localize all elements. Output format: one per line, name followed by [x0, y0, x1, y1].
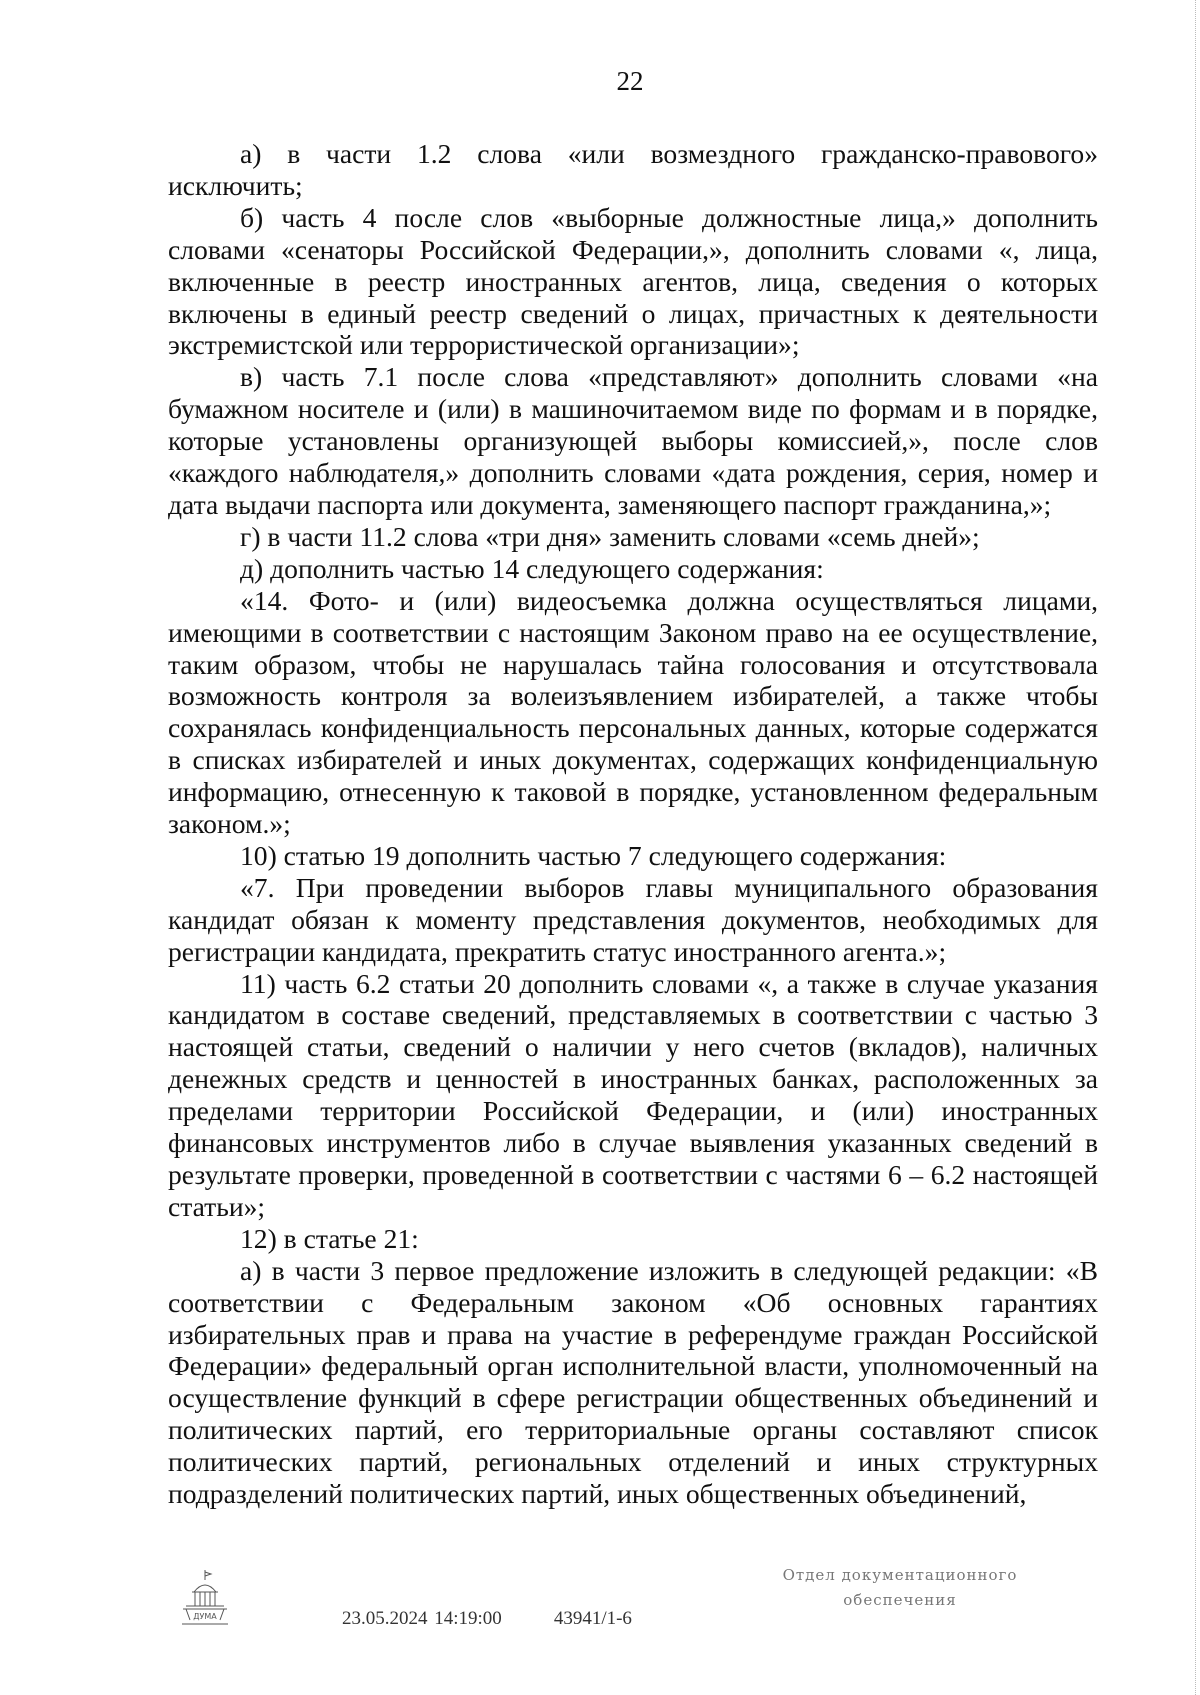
registration-stamp [342, 1608, 632, 1630]
paragraph-item-12-a: а) в части 3 первое предложение изложить в следующей редакции: «В соответствии с Федеральным законом «Об основных гарантиях избирательных прав и права на участие в референдуме граждан Российской Федерации» федеральный орган исполнительной власти, уполномоченный на осуществление функций в сфере регистрации общественных объединений и политических партий, его территориальные органы составляют список политических партий, региональных отделений и иных структурных подразделений политических партий, иных общественных объединений, [168, 1254, 1098, 1510]
paragraph-item-10: 10) статью 19 дополнить частью 7 следующего содержания: [240, 839, 947, 871]
paragraph-part-7-text: «7. При проведении выборов главы муниципального образования кандидат обязан к моменту представления документов, необходимых для регистрации кандидата, прекратить статус иностранного агента.»; [168, 871, 1098, 967]
paragraph-amendment-b-part-4: б) часть 4 после слов «выборные должностные лица,» дополнить словами «сенаторы Российской Федерации,», дополнить словами «, лица, включенные в реестр иностранных агентов, лица, сведения о которых включены в единый реестр сведений о лицах, причастных к деятельности экстремистской или террористической организации»; [168, 201, 1098, 361]
page-number: 22 [616, 66, 644, 96]
paragraph-item-12: 12) в статье 21: [240, 1222, 419, 1254]
document-body [168, 138, 1098, 1510]
stamp-datetime: 23.05.2024 14:19:00 [342, 1608, 502, 1629]
duma-building-logo-icon [180, 1568, 230, 1630]
department-stamp [750, 1563, 1050, 1613]
paragraph-amendment-v-part-7-1: в) часть 7.1 после слова «представляют» дополнить словами «на бумажном носителе и (или) в машиночитаемом виде по формам и в порядке, которые установлены организующей выборы комиссией,», после слов «каждого наблюдателя,» дополнить словами «дата рождения, серия, номер и дата выдачи паспорта или документа, заменяющего паспорт гражданина,»; [168, 361, 1098, 520]
department-stamp-line-2: обеспечения [843, 1591, 957, 1609]
page-edge-line [1194, 0, 1196, 1695]
paragraph-amendment-d-part-14: д) дополнить частью 14 следующего содержания: [240, 552, 824, 584]
department-stamp-line-1: Отдел документационного [782, 1566, 1018, 1584]
stamp-document-id: 43941/1-6 [553, 1608, 632, 1629]
paragraph-amendment-g-part-11-2: г) в части 11.2 слова «три дня» заменить словами «семь дней»; [240, 520, 980, 552]
svg-text:ДУМА: ДУМА [193, 1612, 217, 1621]
paragraph-item-11: 11) часть 6.2 статьи 20 дополнить словами «, а также в случае указания кандидатом в составе сведений, представляемых в соответствии с частью 3 настоящей статьи, сведений о наличии у него счетов (вкладов), наличных денежных средств и ценностей в иностранных банках, расположенных за пределами территории Российской Федерации, и (или) иностранных финансовых инструментов либо в случае выявления указанных сведений в результате проверки, проведенной в соответствии с частями 6 – 6.2 настоящей статьи»; [168, 967, 1098, 1222]
paragraph-amendment-a-part-1-2: а) в части 1.2 слова «или возмездного гражданско-правового» исключить; [168, 138, 1098, 201]
paragraph-part-14-text: «14. Фото- и (или) видеосъемка должна осуществляться лицами, имеющими в соответствии с настоящим Законом право на ее осуществление, таким образом, чтобы не нарушалась тайна голосования и отсутствовала возможность контроля за волеизъявлением избирателей, а также чтобы сохранялась конфиденциальность персональных данных, которые содержатся в списках избирателей и иных документах, содержащих конфиденциальную информацию, отнесенную к таковой в порядке, установленном федеральным законом.»; [168, 584, 1098, 840]
